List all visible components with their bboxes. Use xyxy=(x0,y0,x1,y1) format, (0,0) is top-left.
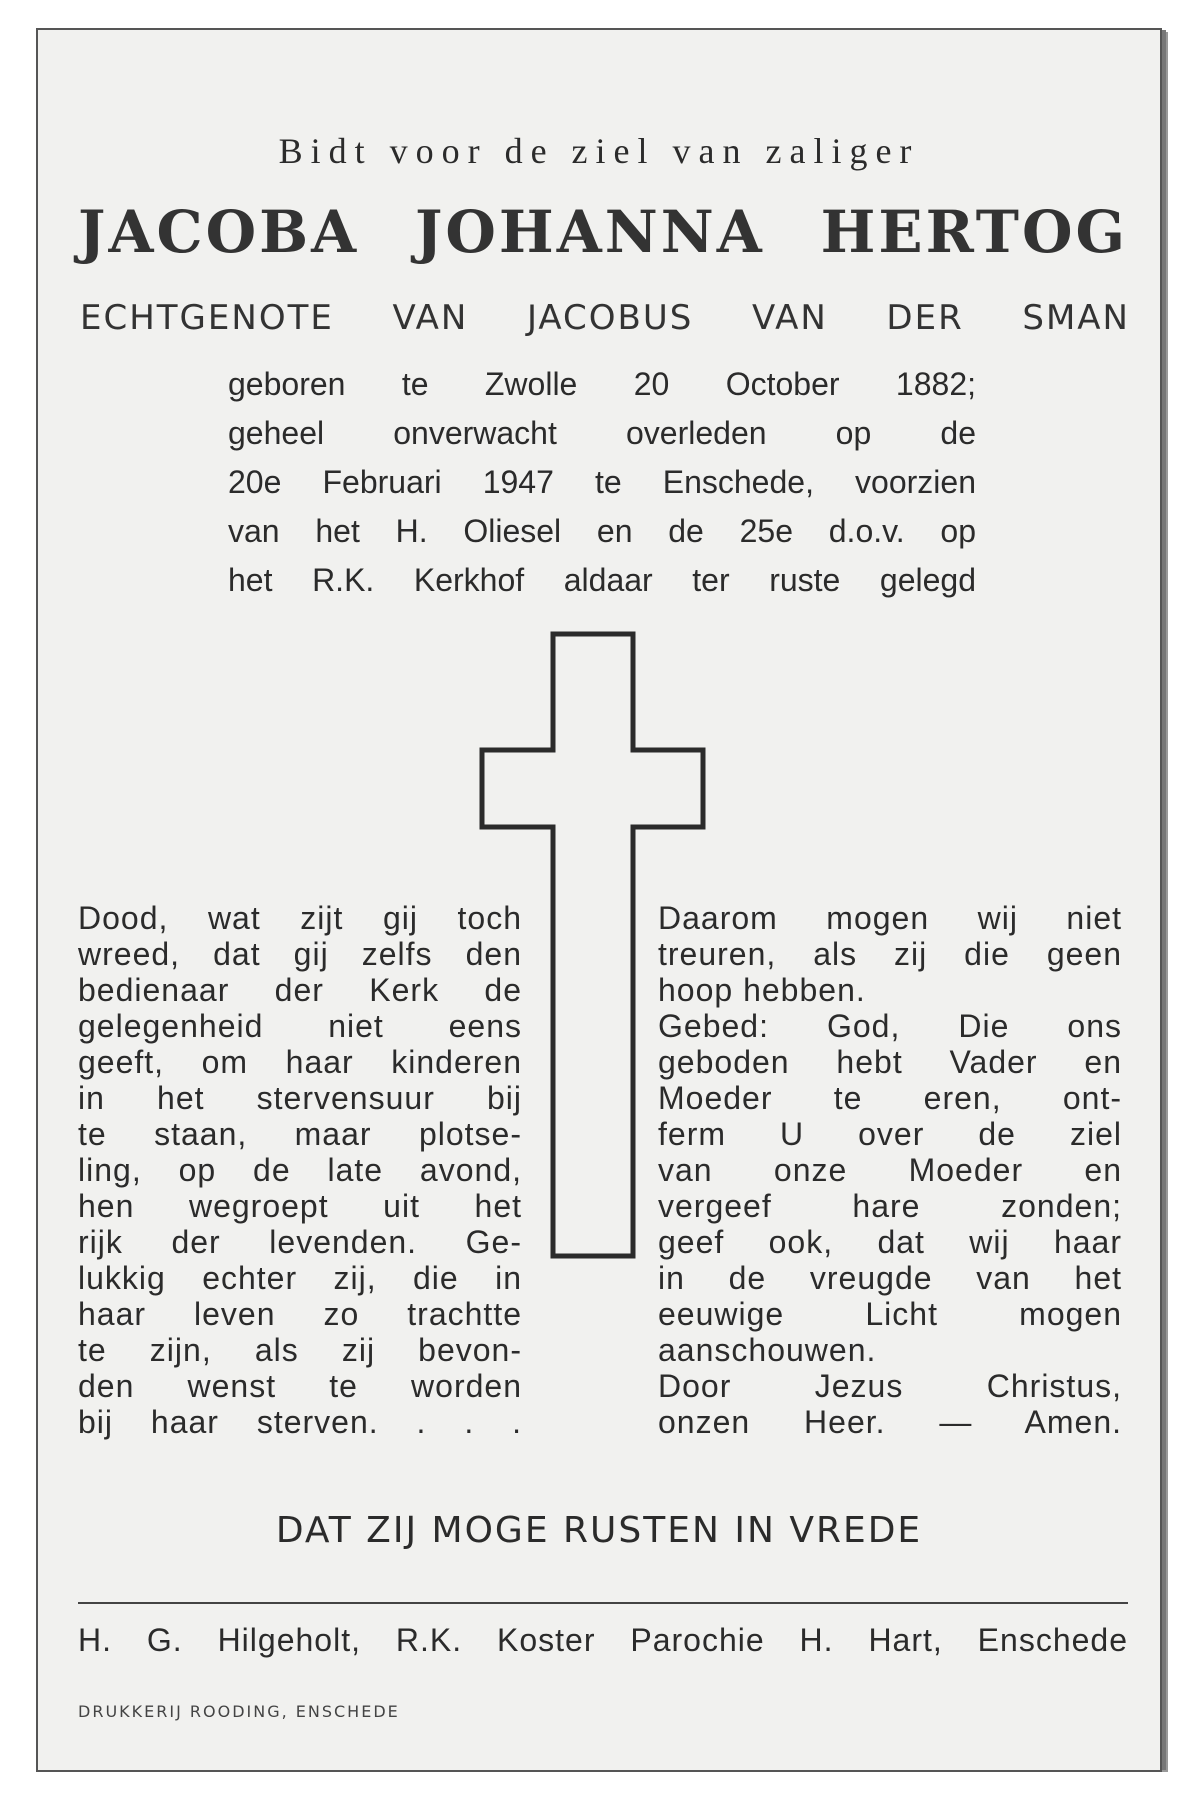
verse-line: ling, op de late avond, xyxy=(78,1152,522,1188)
prayer-line: geef ook, dat wij haar xyxy=(658,1224,1122,1260)
prayer-line: onzen Heer. — Amen. xyxy=(658,1404,1122,1440)
prayer-line: Gebed: God, Die ons xyxy=(658,1008,1122,1044)
verse-line: rijk der levenden. Ge- xyxy=(78,1224,522,1260)
life-details xyxy=(228,360,976,605)
memorial-card xyxy=(36,28,1162,1772)
spouse-word: VAN xyxy=(392,298,469,338)
name-word: JACOBA xyxy=(78,198,360,266)
verse-line: lukkig echter zij, die in xyxy=(78,1260,522,1296)
details-line: geheel onverwacht overleden op de xyxy=(228,415,976,451)
verse-line: in het stervensuur bij xyxy=(78,1080,522,1116)
spouse-word: DER xyxy=(886,298,964,338)
spouse-word: ECHTGENOTE xyxy=(80,298,334,338)
sexton-line: H. G. Hilgeholt, R.K. Koster Parochie H. Hart, Enschede xyxy=(78,1622,1128,1658)
prayer-line: Moeder te eren, ont- xyxy=(658,1080,1122,1116)
prayer-line: treuren, als zij die geen xyxy=(658,936,1122,972)
deceased-name xyxy=(78,198,1128,266)
divider xyxy=(78,1602,1128,1604)
details-line: 20e Februari 1947 te Enschede, voorzien xyxy=(228,464,976,500)
spouse-word: JACOBUS xyxy=(526,298,694,338)
prayer-line: Daarom mogen wij niet xyxy=(658,900,1122,936)
details-line: het R.K. Kerkhof aldaar ter ruste gelegd xyxy=(228,562,976,598)
verse-line: bij haar sterven. . . . xyxy=(78,1404,522,1440)
details-line: van het H. Oliesel en de 25e d.o.v. op xyxy=(228,513,976,549)
intro-line: Bidt voor de ziel van zaliger xyxy=(278,131,920,171)
verse-line: wreed, dat gij zelfs den xyxy=(78,936,522,972)
rest-in-peace-line: DAT ZIJ MOGE RUSTEN IN VREDE xyxy=(275,1510,923,1551)
spouse-line xyxy=(80,298,1130,338)
prayer-line: Door Jezus Christus, xyxy=(658,1368,1122,1404)
prayer-line: vergeef hare zonden; xyxy=(658,1188,1122,1224)
spouse-word: VAN xyxy=(751,298,828,338)
prayer-line: eeuwige Licht mogen xyxy=(658,1296,1122,1332)
details-line: geboren te Zwolle 20 October 1882; xyxy=(228,366,976,402)
verse-line: hen wegroept uit het xyxy=(78,1188,522,1224)
verse-line: te zijn, als zij bevon- xyxy=(78,1332,522,1368)
printer-imprint: DRUKKERIJ ROODING, ENSCHEDE xyxy=(78,1702,400,1721)
verse-line: geeft, om haar kinderen xyxy=(78,1044,522,1080)
verse-line: gelegenheid niet eens xyxy=(78,1008,522,1044)
verse-line: te staan, maar plotse- xyxy=(78,1116,522,1152)
prayer-line: in de vreugde van het xyxy=(658,1260,1122,1296)
name-word: JOHANNA xyxy=(414,198,765,266)
verse-line: haar leven zo trachtte xyxy=(78,1296,522,1332)
prayer-line: aanschouwen. xyxy=(658,1332,877,1368)
prayer-line: van onze Moeder en xyxy=(658,1152,1122,1188)
verse-line: bedienaar der Kerk de xyxy=(78,972,522,1008)
verse-line: Dood, wat zijt gij toch xyxy=(78,900,522,936)
prayer-line: ferm U over de ziel xyxy=(658,1116,1122,1152)
left-verse xyxy=(78,900,522,1440)
name-word: HERTOG xyxy=(820,198,1128,266)
prayer-line: geboden hebt Vader en xyxy=(658,1044,1122,1080)
right-prayer xyxy=(658,900,1122,1440)
spouse-word: SMAN xyxy=(1022,298,1130,338)
prayer-line: hoop hebben. xyxy=(658,972,866,1008)
verse-line: den wenst te worden xyxy=(78,1368,522,1404)
